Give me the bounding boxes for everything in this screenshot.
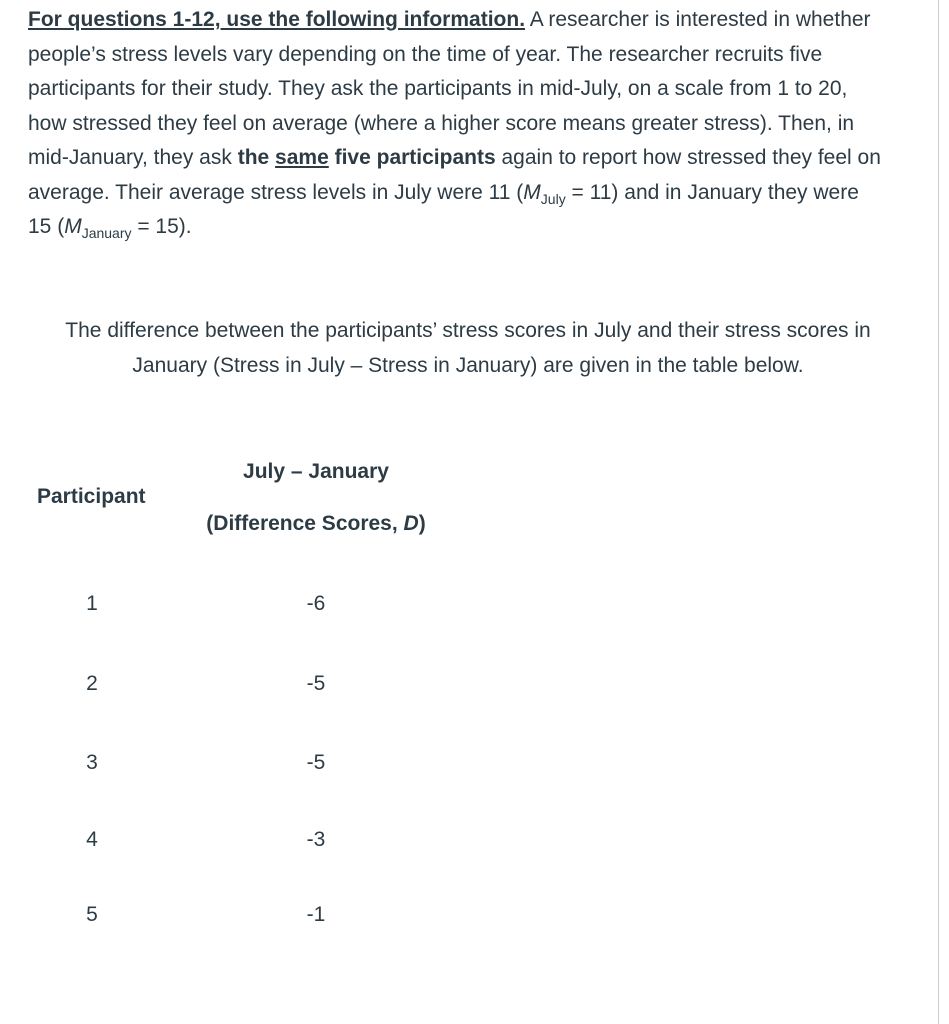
intro-text-1: A researcher is interested in whether people’s stress levels vary depending on the time of year. The researcher recruits five participants for their study. They ask the participants in mid-July, on a scale from 1 to 20, how stressed they feel on average (where a higher score means greater stress). Then, in mid-January, they ask [28,8,871,169]
intro-lead: For questions 1-12, use the following information. [28,8,526,31]
difference-cell: -5 [306,751,326,774]
difference-description: The difference between the participants’ stress scores in July and their stress scores in January (Stress in July – Stress in January) are given in the table below. [65,319,871,377]
intro-text-2: again to report how stressed they feel on average. Their average stress levels in July were 11 ( [28,146,881,204]
difference-cell: -5 [306,672,326,695]
table-header-difference-line2 [0,512,632,536]
participant-cell: 5 [86,903,98,926]
header-diff-variable: D [403,512,419,535]
participant-cell: 4 [86,828,98,851]
difference-cell: -1 [306,903,326,926]
intro-text-3: = 11) and in January they were 15 ( [28,180,859,238]
mean-symbol-january: M [64,215,82,238]
participant-cell: 3 [86,751,98,774]
mean-subscript-january: January [81,225,132,241]
participant-cell: 2 [86,672,98,695]
intro-text-4: = 15). [131,215,192,238]
table-header-difference-line1: July – January [243,460,389,483]
difference-cell: -6 [306,592,326,615]
intro-bold-the: the [237,146,276,169]
header-diff-prefix: (Difference Scores, [206,512,404,535]
content-right-border [938,0,939,1024]
mean-subscript-july: July [540,190,566,207]
difference-cell: -3 [306,828,326,851]
table-header-participant: Participant [37,485,146,508]
mean-symbol-july: M [523,180,541,204]
intro-bold-five-participants: five participants [328,146,496,169]
question-intro [28,3,888,245]
intro-bold-same: same [275,146,329,169]
participant-cell: 1 [86,592,98,615]
header-diff-suffix: ) [418,512,426,535]
